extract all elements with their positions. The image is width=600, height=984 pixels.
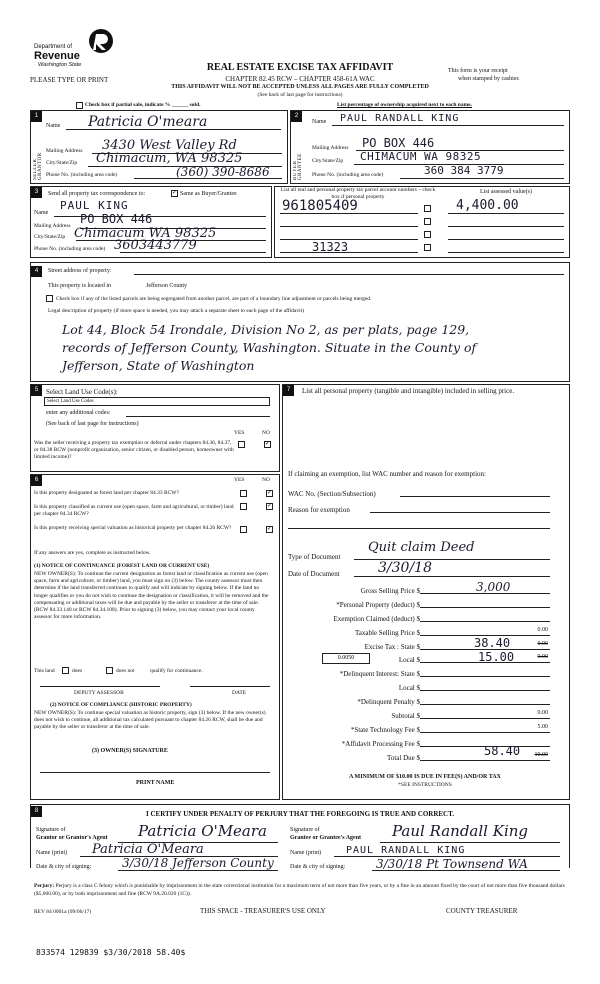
not-accepted-notice: THIS AFFIDAVIT WILL NOT BE ACCEPTED UNLESS ALL PAGES ARE FULLY COMPLETED xyxy=(171,84,429,90)
this-land-label: This land xyxy=(34,668,55,674)
deputy-assessor-line[interactable] xyxy=(40,686,160,687)
state-tax-value[interactable]: 38.40 xyxy=(474,636,511,650)
s6-yes-header: YES xyxy=(234,477,245,483)
grantor-print-label: Name (print) xyxy=(36,850,68,856)
parcels-header: List all real and personal property tax parcel account numbers – check box if personal property xyxy=(280,187,436,200)
seller-name-label: Name xyxy=(46,123,61,129)
grantor-date-line xyxy=(118,870,278,871)
assessor-date-label: DATE xyxy=(232,690,247,696)
seller-phone-label: Phone No. (including area code) xyxy=(46,172,118,178)
section-3-badge: 3 xyxy=(31,187,42,198)
legal-line-1[interactable]: Lot 44, Block 54 Irondale, Division No 2, as per plats, page 129, xyxy=(62,322,470,337)
correspondence-label: Send all property tax correspondence to: xyxy=(48,191,146,197)
pct-ownership-label: List percentage of ownership acquired next to each name. xyxy=(337,102,472,108)
seller-city-value[interactable]: Chimacum, WA 98325 xyxy=(96,151,243,166)
affidavit-fee-label: *Affidavit Processing Fee $ xyxy=(341,740,420,748)
certify-statement: I CERTIFY UNDER PENALTY OF PERJURY THAT THE FOREGOING IS TRUE AND CORRECT. xyxy=(146,810,455,818)
grantor-signature[interactable]: Patricia O'Meara xyxy=(138,822,267,840)
minimum-fee-note: A MINIMUM OF $10.00 IS DUE IN FEE(S) AND/OR TAX xyxy=(349,774,501,780)
seller-phone-value[interactable]: (360) 390-8686 xyxy=(176,165,270,179)
segregated-checkbox[interactable] xyxy=(46,295,53,302)
notice1-title: (1) NOTICE OF CONTINUANCE (FOREST LAND OR CURRENT USE) xyxy=(34,563,210,569)
assessed-header: List assessed value(s) xyxy=(480,189,532,195)
does-checkbox[interactable] xyxy=(62,667,69,674)
form-title: REAL ESTATE EXCISE TAX AFFIDAVIT xyxy=(206,62,394,73)
land-use-yes-header: YES xyxy=(234,430,245,436)
if-yes-note: If any answers are yes, complete as instructed below. xyxy=(34,550,151,556)
grantee-sig-label-1: Signature of xyxy=(290,827,320,833)
assessed-line-2 xyxy=(448,226,564,227)
assessor-date-line[interactable] xyxy=(190,686,270,687)
tech-fee-value[interactable]: 5.00 xyxy=(537,724,548,730)
owner-signature-line[interactable] xyxy=(40,772,270,773)
grantee-print-value[interactable]: PAUL RANDALL KING xyxy=(346,845,466,856)
treasurer-space-label: THIS SPACE - TREASURER'S USE ONLY xyxy=(200,907,326,915)
corr-city-value[interactable]: Chimacum WA 98325 xyxy=(74,226,217,241)
rev-number: REV 84 0001a (09/06/17) xyxy=(34,909,92,915)
section-7-badge: 7 xyxy=(283,385,294,396)
section-4-badge: 4 xyxy=(31,266,42,277)
section-8-badge: 8 xyxy=(31,806,42,817)
grantee-sig-line xyxy=(380,842,560,843)
exemption-reason-label: Reason for exemption xyxy=(288,506,350,514)
does-not-label: does not xyxy=(116,668,135,674)
corr-phone-value[interactable]: 3603443779 xyxy=(114,238,197,253)
receipt-line1: This form is your receipt xyxy=(448,68,508,74)
corr-name-value[interactable]: PAUL KING xyxy=(60,199,129,212)
subtotal-value[interactable]: 0.00 xyxy=(537,710,548,716)
parcel-1-value[interactable]: 961805409 xyxy=(282,198,358,214)
current-use-question: Is this property classified as current use (open space, farm and agricultural, or timber) land per chapter 84.34 RCW? xyxy=(34,504,234,517)
dept-line3: Washington State xyxy=(38,62,82,68)
corr-city-label: City/State/Zip xyxy=(34,234,66,240)
gross-value[interactable]: 3,000 xyxy=(476,580,511,594)
parcel-line-4 xyxy=(280,252,418,253)
exemption-question: Was the seller receiving a property tax exemption or deferral under chapters 84.36, 84.37, or 84.38 RCW (nonprofit organization, senior citizen, or disabled person, homeowner with limited income)? xyxy=(34,440,234,460)
corr-mail-value[interactable]: PO BOX 446 xyxy=(80,212,153,226)
total-due-printed: 10.00 xyxy=(534,752,548,758)
state-tax-printed: 0.00 xyxy=(537,641,548,647)
subtotal-line xyxy=(420,718,550,719)
parcel-1-personal-checkbox[interactable] xyxy=(424,205,431,212)
grantee-date-value[interactable]: 3/30/18 Pt Townsend WA xyxy=(376,857,528,871)
tech-fee-label: *State Technology Fee $ xyxy=(350,726,420,734)
same-as-buyer-checkbox[interactable]: ✓ xyxy=(172,190,178,196)
current-use-yes-checkbox[interactable] xyxy=(240,503,247,510)
street-line xyxy=(134,274,564,275)
personal-deduct-line[interactable] xyxy=(420,607,550,608)
state-tax-label: Excise Tax : State $ xyxy=(364,643,420,651)
assessed-line-1 xyxy=(448,213,564,214)
legal-line-2[interactable]: records of Jefferson County, Washington. Situate in the County of xyxy=(62,340,477,355)
exemption-deduct-line[interactable] xyxy=(420,621,550,622)
form-chapter: CHAPTER 82.45 RCW – CHAPTER 458-61A WAC xyxy=(225,75,375,83)
parcel-line-2 xyxy=(280,226,418,227)
buyer-mail-value[interactable]: PO BOX 446 xyxy=(362,136,435,150)
county-treasurer-label: COUNTY TREASURER xyxy=(446,907,518,915)
personal-property-label: List all personal property (tangible and intangible) included in selling price. xyxy=(302,387,515,395)
located-label: This property is located in xyxy=(48,283,111,289)
buyer-city-label: City/State/Zip xyxy=(312,158,344,164)
owner-signature-label: (3) OWNER(S) SIGNATURE xyxy=(92,748,168,754)
land-use-no-header: NO xyxy=(262,430,270,436)
additional-codes-line[interactable] xyxy=(126,416,270,417)
parcel-2-personal-checkbox[interactable] xyxy=(424,218,431,225)
grantor-date-label: Date & city of signing: xyxy=(36,864,92,870)
assessed-line-3 xyxy=(448,239,564,240)
grantor-sig-label-1: Signature of xyxy=(36,827,66,833)
seller-side-label: SELLER GRANTOR xyxy=(33,152,43,180)
dor-logo xyxy=(34,28,114,70)
treasurer-stamp: 833574 129839 $3/30/2018 58.40$ xyxy=(36,948,186,957)
dept-line1: Department of xyxy=(34,44,73,50)
grantee-date-label: Date & city of signing: xyxy=(290,864,346,870)
corr-mail-label: Mailing Address xyxy=(34,223,71,229)
land-use-label: Select Land Use Code(s): xyxy=(46,388,118,396)
receipt-line2: when stamped by cashier. xyxy=(458,76,520,82)
section-1-badge: 1 xyxy=(31,111,42,122)
grantee-print-label: Name (print) xyxy=(290,850,322,856)
parcel-3-personal-checkbox[interactable] xyxy=(424,231,431,238)
current-use-no-checkbox[interactable]: ✓ xyxy=(267,503,273,509)
grantee-signature[interactable]: Paul Randall King xyxy=(392,822,529,840)
doc-date-value[interactable]: 3/30/18 xyxy=(378,560,432,576)
segregated-label: Check box if any of the listed parcels are being segregated from another parcel, are part of a boundary line adjustment or parcels being merged. xyxy=(56,296,372,302)
exemption-reason-line[interactable] xyxy=(370,512,550,513)
assessed-1-value[interactable]: 4,400.00 xyxy=(456,198,519,213)
notice2-body: NEW OWNER(S): To continue special valuation as historic property, sign (3) below. If the new owner(s) does not wish to continue, all additional tax calculated pursuant to chapter 84.26 RCW, shall be due and payable by the seller or transferor at the time of sale. xyxy=(34,710,266,731)
buyer-side-label: BUYER GRANTEE xyxy=(293,153,303,180)
seller-mail-label: Mailing Address xyxy=(46,148,83,154)
section-2-badge: 2 xyxy=(291,111,302,122)
dor-logo-icon xyxy=(88,28,114,54)
print-name-label: PRINT NAME xyxy=(136,780,175,786)
tech-fee-line xyxy=(420,732,550,733)
see-back-note: (See back of last page for instructions) xyxy=(257,92,343,98)
local-tax-label: Local $ xyxy=(398,656,420,664)
partial-sale-label: Check box if partial sale, indicate % ______ sold. xyxy=(85,102,201,108)
buyer-name-value[interactable]: PAUL RANDALL KING xyxy=(340,113,460,124)
legal-label: Legal description of property (if more space is needed, you may attach a separate sheet to each page of the affidavit) xyxy=(48,308,304,314)
local-tax-value[interactable]: 15.00 xyxy=(478,650,515,664)
wac-label: WAC No. (Section/Subsection) xyxy=(288,490,376,498)
deputy-assessor-label: DEPUTY ASSESSOR xyxy=(74,690,124,696)
see-instructions-note: *SEE INSTRUCTIONS xyxy=(398,782,452,788)
grantee-sig-label-2: Grantee or Grantee's Agent xyxy=(290,835,362,841)
personal-deduct-label: *Personal Property (deduct) $ xyxy=(336,601,420,609)
delinquent-interest-line[interactable] xyxy=(420,676,550,677)
buyer-phone-label: Phone No. (including area code) xyxy=(312,172,384,178)
parcel-4-value[interactable]: 31323 xyxy=(312,240,349,254)
forest-yes-checkbox[interactable] xyxy=(240,490,247,497)
please-type: PLEASE TYPE OR PRINT xyxy=(30,76,109,84)
delinquent-penalty-label: *Delinquent Penalty $ xyxy=(357,698,420,706)
perjury-bold: Perjury: xyxy=(34,883,55,889)
seller-city-label: City/State/Zip xyxy=(46,160,78,166)
seller-mail-value[interactable]: 3430 West Valley Rd xyxy=(102,138,237,153)
parcel-4-personal-checkbox[interactable] xyxy=(424,244,431,251)
legal-line-3[interactable]: Jefferson, State of Washington xyxy=(62,358,255,373)
land-use-select[interactable]: Select Land Use Codes xyxy=(44,397,270,406)
doc-date-line xyxy=(354,576,550,577)
street-label: Street address of property: xyxy=(48,268,112,274)
partial-sale-checkbox[interactable] xyxy=(76,102,83,109)
historic-yes-checkbox[interactable] xyxy=(240,526,247,533)
land-use-see-back: (See back of last page for instructions) xyxy=(46,421,139,427)
exemption-deduct-label: Exemption Claimed (deduct) $ xyxy=(333,615,420,623)
grantor-sig-label-2: Grantor or Grantor's Agent xyxy=(36,835,108,841)
perjury-notice xyxy=(34,882,574,898)
doc-date-label: Date of Document xyxy=(288,570,340,578)
section-6-badge: 6 xyxy=(31,475,42,486)
total-due-label: Total Due $ xyxy=(387,754,420,762)
corr-phone-label: Phone No. (including area code) xyxy=(34,246,106,252)
perjury-text: Perjury is a class C felony which is punishable by imprisonment in the state correctional institution for a maximum term of not more than five years, or by a fine in an amount fixed by the court of not more than five thousand dollars ($5,000.00), or by both imprisonment and fine (RCW 9A.20.020 (1C)). xyxy=(34,883,565,897)
s6-no-header: NO xyxy=(262,477,270,483)
does-not-checkbox[interactable] xyxy=(106,667,113,674)
buyer-name-line xyxy=(332,125,564,126)
exemption-yes-checkbox[interactable] xyxy=(238,441,245,448)
local-tax-printed: 0.00 xyxy=(537,654,548,660)
section-5-badge: 5 xyxy=(31,385,42,396)
tax-rate-box[interactable]: 0.0050 xyxy=(322,653,370,664)
buyer-name-label: Name xyxy=(312,119,327,125)
grantor-date-value[interactable]: 3/30/18 Jefferson County xyxy=(122,856,274,870)
assessed-line-4 xyxy=(448,252,564,253)
delinquent-interest-label: *Delinquent Interest: State $ xyxy=(339,670,420,678)
exemption-no-checkbox[interactable]: ✓ xyxy=(265,441,271,447)
buyer-city-value[interactable]: CHIMACUM WA 98325 xyxy=(360,150,482,163)
forest-no-checkbox[interactable]: ✓ xyxy=(267,490,273,496)
dept-line2: Revenue xyxy=(34,50,80,62)
exemption-header: If claiming an exemption, list WAC number and reason for exemption: xyxy=(288,470,486,478)
total-due-line xyxy=(420,760,550,761)
additional-codes-label: enter any additional codes: xyxy=(46,410,111,416)
buyer-phone-line xyxy=(400,178,564,179)
delinquent-local-label: Local $ xyxy=(398,684,420,692)
buyer-phone-value[interactable]: 360 384 3779 xyxy=(424,164,504,177)
taxable-label: Taxable Selling Price $ xyxy=(354,629,420,637)
subtotal-label: Subtotal $ xyxy=(391,712,420,720)
delinquent-penalty-line[interactable] xyxy=(420,704,550,705)
county-value[interactable]: Jefferson County xyxy=(146,283,188,289)
total-due-value[interactable]: 58.40 xyxy=(484,744,521,758)
notice1-body: NEW OWNER(S): To continue the current designation as forest land or classification as current use (open space, farm and agriculture, or timber) land, you must sign on (3) below. The county assessor must then determine if the land transferred continues to qualify and will indicate by signing below. If the land no longer qualifies or you do not wish to continue the designation or classification, it will be removed and the compensating or additional taxes will be due and payable by the seller or transferor at the time of sale. (RCW 84.33.140 or RCW 84.34.108). Prior to signing (3) below, you may contact your local county assessor for more information. xyxy=(34,571,269,621)
buyer-mail-label: Mailing Address xyxy=(312,145,349,151)
gross-label: Gross Selling Price $ xyxy=(360,587,420,595)
taxable-value[interactable]: 0.00 xyxy=(537,627,548,633)
does-label: does xyxy=(72,668,83,674)
doc-type-value[interactable]: Quit claim Deed xyxy=(368,540,475,555)
parcel-line-3 xyxy=(280,239,418,240)
forest-question: Is this property designated as forest land per chapter 84.33 RCW? xyxy=(34,490,179,496)
notice2-title: (2) NOTICE OF COMPLIANCE (HISTORIC PROPERTY) xyxy=(50,702,192,708)
corr-name-label: Name xyxy=(34,210,49,216)
seller-name-value[interactable]: Patricia O'meara xyxy=(88,114,208,130)
historic-question: Is this property receiving special valuation as historical property per chapter 84.26 RCW? xyxy=(34,525,232,531)
same-as-buyer-label: Same as Buyer/Grantee xyxy=(180,191,237,197)
qualify-label: qualify for continuance. xyxy=(150,668,203,674)
delinquent-local-line[interactable] xyxy=(420,690,550,691)
doc-type-label: Type of Document xyxy=(288,553,341,561)
historic-no-checkbox[interactable]: ✓ xyxy=(267,526,273,532)
exemption-reason-line-2[interactable] xyxy=(288,528,550,529)
grantor-print-value[interactable]: Patricia O'Meara xyxy=(92,842,204,857)
wac-line[interactable] xyxy=(400,496,550,497)
